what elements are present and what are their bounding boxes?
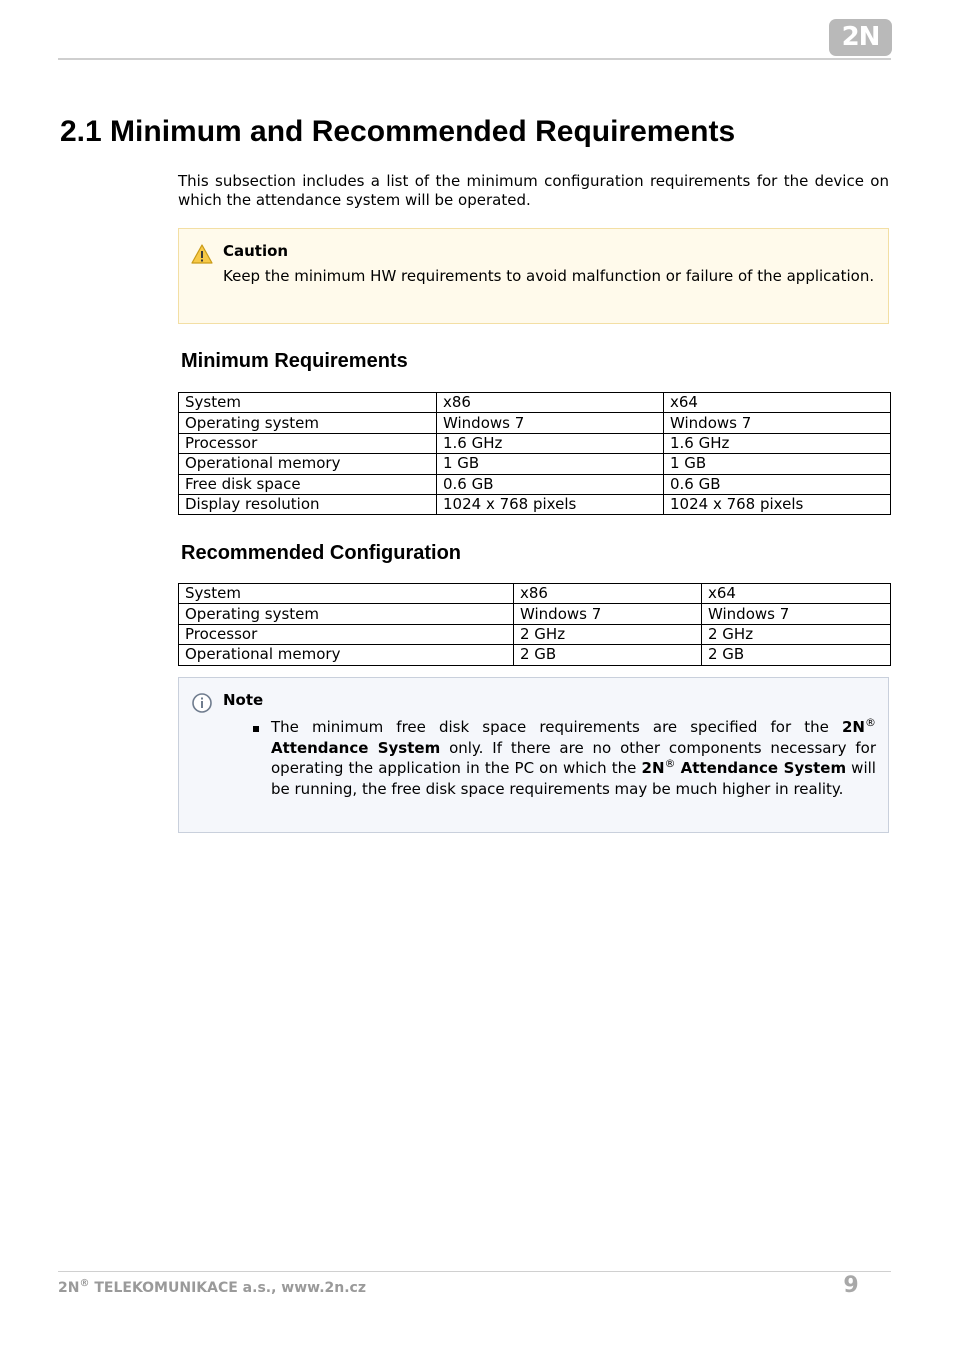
footer-company [58,1278,366,1298]
table-row [179,433,891,453]
note-text-part: only. If there are no other components necessary for operating the application in the PC on which the [271,738,876,777]
table-cell: 1024 x 768 pixels [437,494,664,514]
table-row [179,624,891,644]
table-cell: Free disk space [179,474,437,494]
table-cell: 1.6 GHz [664,433,891,453]
warning-icon [191,243,213,265]
recommended-configuration-heading: Recommended Configuration [181,542,462,564]
registered-mark: ® [79,1278,90,1289]
table-row [179,474,891,494]
bullet-icon [253,726,259,732]
caution-text: Keep the minimum HW requirements to avoid malfunction or failure of the application. [223,267,875,285]
table-cell: x64 [702,584,891,604]
table-cell: 2 GB [702,645,891,665]
brand-name: 2N [641,759,665,777]
minimum-requirements-heading: Minimum Requirements [181,350,408,372]
table-row [179,584,891,604]
caution-title: Caution [223,242,289,260]
table-row [179,604,891,624]
product-name: Attendance System [271,738,441,757]
table-cell: x86 [437,393,664,413]
company-logo [829,19,892,56]
table-cell: Processor [179,624,514,644]
table-cell: Operating system [179,413,437,433]
table-cell: 1.6 GHz [437,433,664,453]
info-icon [191,692,213,714]
footer-brand: 2N [58,1280,80,1296]
table-row [179,413,891,433]
note-title: Note [223,691,264,709]
table-cell: Windows 7 [514,604,702,624]
caution-box [178,228,889,324]
table-cell: 0.6 GB [664,474,891,494]
logo-text: 2N [841,22,880,52]
table-cell: 2 GB [514,645,702,665]
table-cell: Operational memory [179,645,514,665]
table-cell: 1024 x 768 pixels [664,494,891,514]
table-cell: System [179,393,437,413]
product-name: Attendance System [680,759,847,777]
table-cell: Operational memory [179,454,437,474]
minimum-requirements-table [178,392,891,515]
note-text [271,717,876,799]
registered-mark: ® [664,757,676,770]
table-row [179,494,891,514]
table-cell: Windows 7 [664,413,891,433]
page-number: 9 [843,1273,859,1298]
table-cell: x86 [514,584,702,604]
table-row [179,645,891,665]
intro-paragraph: This subsection includes a list of the minimum configuration requirements for the device on which the attendance system will be operated. [178,172,889,209]
table-cell: Operating system [179,604,514,624]
header-divider [58,58,891,60]
note-text-part: The minimum free disk space requirements are specified for the [271,718,842,736]
note-text-part: will be running, the free disk space requirements may be much higher in reality. [271,759,876,798]
table-cell: x64 [664,393,891,413]
table-cell: 1 GB [437,454,664,474]
table-cell: Display resolution [179,494,437,514]
table-cell: Processor [179,433,437,453]
table-cell: Windows 7 [437,413,664,433]
footer-divider [58,1271,891,1272]
note-box [178,677,889,833]
registered-mark: ® [865,716,876,729]
page-title: 2.1 Minimum and Recommended Requirements [60,115,736,148]
table-cell: 2 GHz [702,624,891,644]
brand-name: 2N [842,718,865,736]
table-cell: Windows 7 [702,604,891,624]
table-cell: System [179,584,514,604]
recommended-configuration-table [178,583,891,666]
table-row [179,393,891,413]
table-row [179,454,891,474]
table-cell: 2 GHz [514,624,702,644]
footer-company-text: TELEKOMUNIKACE a.s., www.2n.cz [89,1280,366,1296]
table-cell: 1 GB [664,454,891,474]
table-cell: 0.6 GB [437,474,664,494]
